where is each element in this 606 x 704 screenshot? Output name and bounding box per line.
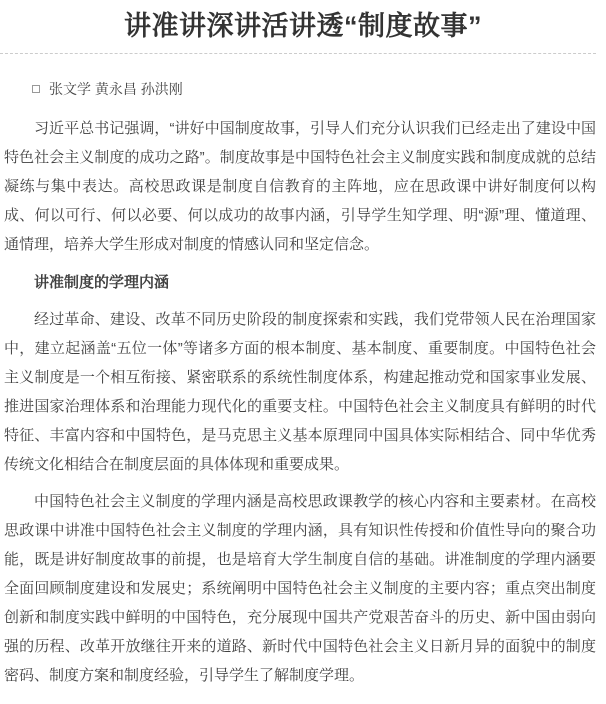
- author-line: [32, 79, 596, 99]
- section-heading: 讲准制度的学理内涵: [34, 274, 170, 291]
- paragraph-body: 中国特色社会主义制度的学理内涵是高校思政课教学的核心内容和主要素材。在高校思政课中讲准中国特色社会主义制度的学理内涵，具有知识性传授和价值性导向的聚合功能，既是讲好制度故事的前提，也是培育大学生制度自信的基础。讲准制度的学理内涵要全面回顾制度建设和发展史；系统阐明中国特色社会主义制度的主要内容；重点突出制度创新和制度实践中鲜明的中国特色，充分展现中国共产党艰苦奋斗的历史、新中国由弱向强的历程、改革开放继往开来的道路、新时代中国特色社会主义日新月异的面貌中的制度密码、制度方案和制度经验，引导学生了解制度学理。: [4, 493, 596, 684]
- paragraph-body: 经过革命、建设、改革不同历史阶段的制度探索和实践，我们党带领人民在治理国家中，建立起涵盖“五位一体”等诸多方面的根本制度、基本制度、重要制度。中国特色社会主义制度是一个相互衔接、紧密联系的系统性制度体系，构建起推动党和国家事业发展、推进国家治理体系和治理能力现代化的重要支柱。中国特色社会主义制度具有鲜明的时代特征、丰富内容和中国特色，是马克思主义基本原理同中国具体实际相结合、同中华优秀传统文化相结合在制度层面的具体体现和重要成果。: [4, 311, 596, 473]
- page-title: 讲准讲深讲活讲透“制度故事”: [124, 11, 482, 41]
- author-marker-icon: [32, 85, 40, 93]
- dashed-divider: [0, 53, 596, 54]
- article-body: [0, 79, 606, 704]
- paragraph-intro: 习近平总书记强调，“讲好中国制度故事，引导人们充分认识我们已经走出了建设中国特色社会主义制度的成功之路”。制度故事是中国特色社会主义制度实践和制度成就的总结凝练与集中表达。高校思政课是制度自信教育的主阵地，应在思政课中讲好制度何以构成、何以可行、何以必要、何以成功的故事内涵，引导学生知学理、明“源”理、懂道理、通情理，培养大学生形成对制度的情感认同和坚定信念。: [4, 120, 596, 253]
- author-names: 张文学 黄永昌 孙洪刚: [49, 81, 183, 97]
